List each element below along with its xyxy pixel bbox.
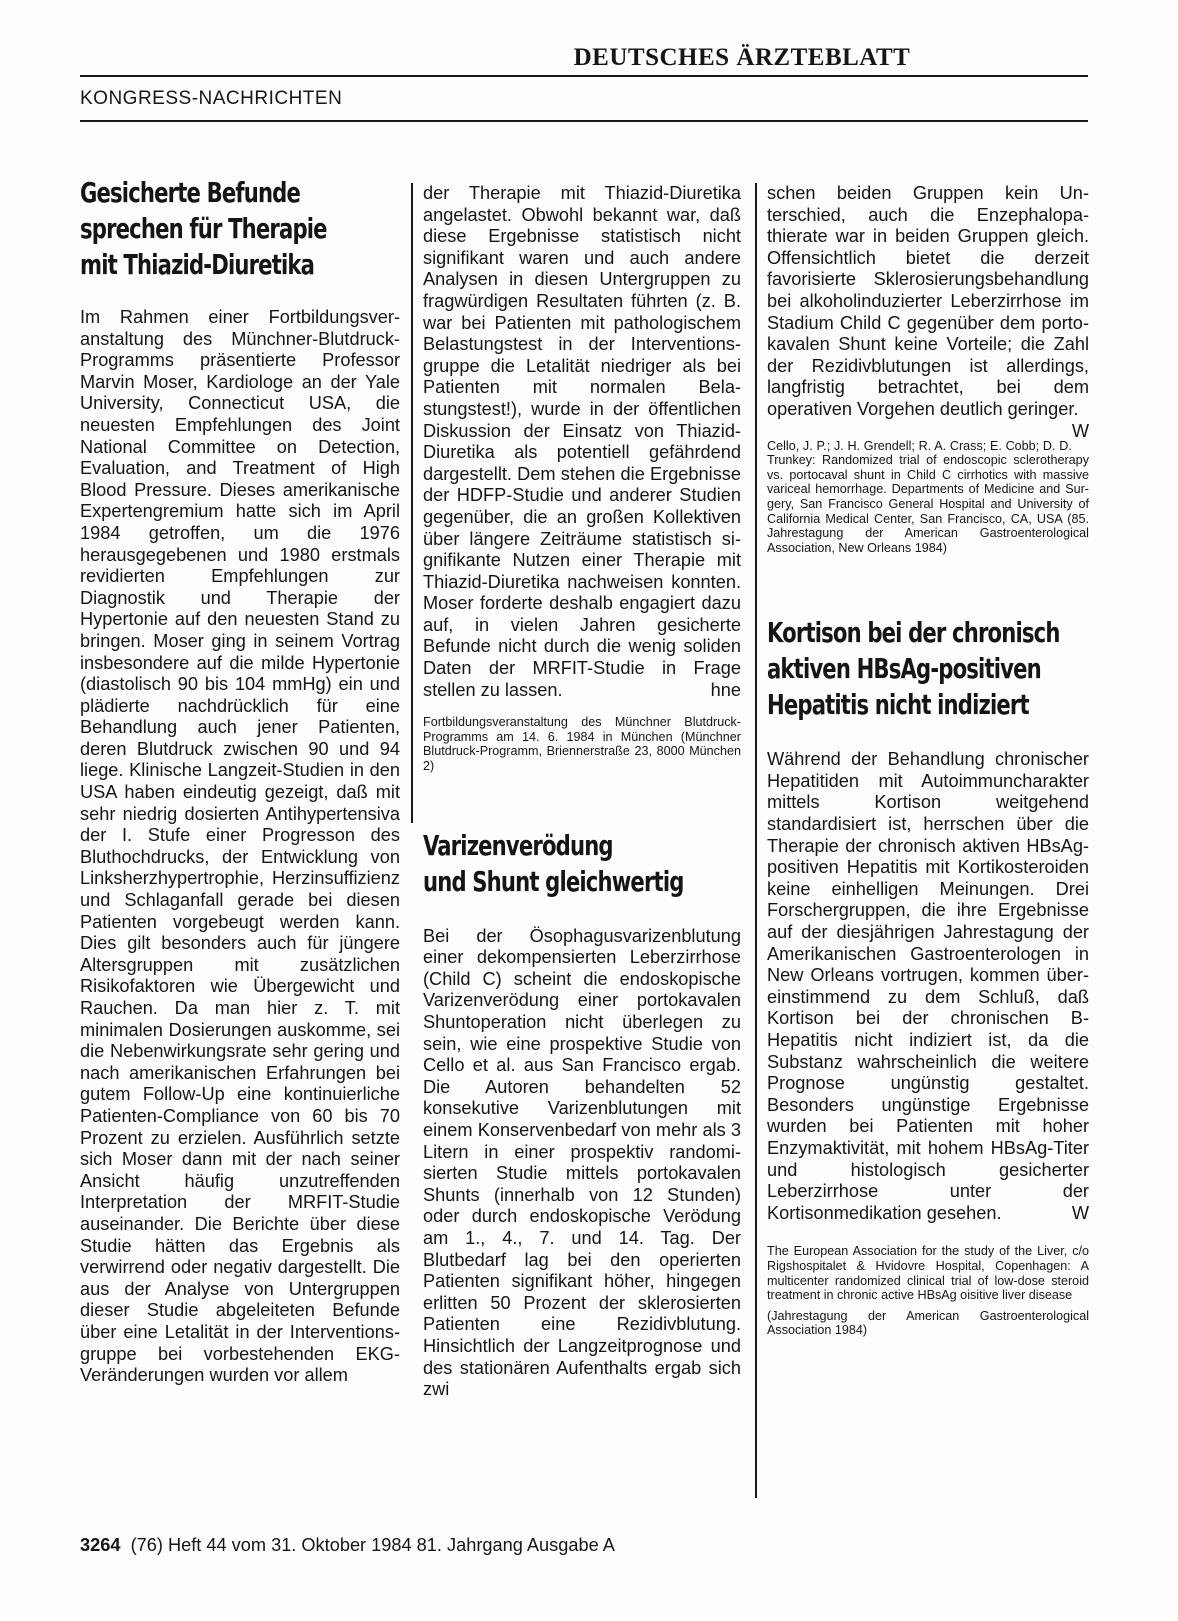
article2-title-line: und Shunt gleichwertig (423, 864, 684, 898)
column-divider-1 (411, 183, 413, 823)
article2-title-line: Varizenverödung (423, 828, 613, 862)
article2-signature: W (1071, 420, 1089, 441)
article1-source: Fortbildungsveranstaltung des Münchner Blutdruck-Programms am 14. 6. 1984 in München (Münchner Blutdruck-Programm, Briennerstraße 23, 8000 München 2) (423, 715, 741, 774)
section-rule (80, 120, 1088, 122)
article3-source: The European Association for the study of the Liver, c/o Rigshospitalet & Hvidovre Hospital, Copenhagen: A multicenter randomized clinical trial of low-dose steroid treatment in chronic active HBsAg oisitive liver disease (767, 1244, 1089, 1303)
article1-body-part2 (423, 183, 741, 701)
page-footer (80, 1535, 615, 1556)
article1-body-part1: Im Rahmen einer Fortbildungsveranstaltung des Münchner-Blutdruck-Programms präsentierte Professor Marvin Moser, Kardiologe an der Yale University, Connecticut USA, die neuesten Empfehlungen des Joint National Committee on Detection, Evaluation, and Treatment of High Blood Pressure. Dieses amerikanische Expertengremium hatte sich im April 1984 getroffen, um die 1976 herausgegebenen und 1980 erstmals revidierten Empfehlungen zur Diagnostik und Therapie der Hypertonie auf den neuesten Stand zu bringen. Moser ging in seinem Vortrag insbesondere auf die milde Hypertonie (diastolisch 90 bis 104 mmHg) ein und plädierte nachdrücklich für eine Behandlung auch jener Patienten, deren Blutdruck zwischen 90 und 94 liege. Klinische Langzeit-Studien in den USA haben eindeutig gezeigt, daß mit sehr niedrig dosierten Antihypertensiva der I. Stufe einer Progresson des Bluthochdrucks, der Entwicklung von Linksherzhypertrophie, Herzinsuffizienz und Schlaganfall gerade bei diesen Patienten vorgebeugt werden kann. Dies gilt besonders auch für jüngere Altersgruppen mit zusätzlichen Risikofaktoren wie Übergewicht und Rauchen. Da man hier z. T. mit minimalen Dosierungen auskomme, sei die Nebenwirkungsrate sehr gering und nach amerikanischen Erfahrungen bei gutem Follow-Up eine kontinuierliche Patienten-Compliance von 60 bis 70 Prozent zu erzielen. Ausführlich setzte sich Moser dann mit der nach seiner Ansicht häufig unzutreffenden Interpretation der MRFIT-Studie auseinander. Die Berichte über diese Studie hätten das Ergebnis als verwirrend oder negativ dargestellt. Die aus der Analyse von Untergruppen dieser Studie abgeleiteten Befunde über eine Letalität in der Interventionsgruppe bei vorbestehenden EKG-Veränderungen wurden vor allem (80, 307, 400, 1386)
article3-title (767, 615, 1089, 723)
column-divider-2 (755, 183, 757, 1498)
article3-source-2: (Jahrestagung der American Gastroenterological Association 1984) (767, 1308, 1089, 1338)
article3-title-line: aktiven HBsAg-positiven (767, 652, 1041, 686)
column-3 (767, 183, 1089, 1338)
article1-title-line: mit Thiazid-Diuretika (80, 248, 315, 281)
article3-body (767, 749, 1089, 1224)
column-1 (80, 178, 400, 1387)
masthead: DEUTSCHES ÄRZTEBLATT (573, 44, 911, 71)
top-rule (80, 75, 1088, 77)
article3-title-line: Kortison bei der chronisch (767, 616, 1060, 650)
article3-title-line: Hepatitis nicht indiziert (767, 688, 1029, 722)
page-number: 3264 (80, 1535, 121, 1555)
issue-info: (76) Heft 44 vom 31. Oktober 1984 81. Jahrgang Ausgabe A (130, 1535, 615, 1555)
article3-body-text: Während der Behandlung chronischer Hepatitiden mit Autoimmuncharakter mittels Kortison weitgehend standardisiert ist, herrschen über die Therapie der chronisch aktiven HBsAg-positiven Hepatitis mit Kortikosteroiden keine einhelligen Meinungen. Drei Forschergruppen, die ihre Ergebnisse auf der diesjährigen Jahrestagung der Amerikanischen Gastroenterologen in New Orleans vortrugen, kommen übereinstimmend zu dem Schluß, daß Kortison bei der chronischen B-Hepatitis nicht indiziert ist, da die Substanz wahrscheinlich die weitere Prognose ungünstig gestaltet. Besonders ungünstige Ergebnisse wurden bei Patienten mit hoher Enzymaktivität, mit hohem HBsAg-Titer und histologisch gesicherter Leberzirrhose unter der Kortisonmedikation gesehen. (767, 749, 1089, 1223)
article1-signature: hne (710, 679, 741, 700)
article2-body-part2 (767, 183, 1089, 441)
article1-body-text: der Therapie mit Thiazid-Diuretika angelastet. Obwohl bekannt war, daß diese Ergebnisse statistisch nicht signifikant waren und auch andere Analysen in diesen Untergruppen zu fragwürdigen Resultaten führten (z. B. war bei Patienten mit pathologischem Belastungstest in der Interventionsgruppe die Letalität niedriger als bei Patienten mit normalen Belastungstest!), wurde in der öffentlichen Diskussion der Einsatz von Thiazid-Diuretika als potentiell gefährdend dargestellt. Dem stehen die Ergebnisse der HDFP-Studie und anderer Studien gegenüber, die an großen Kollektiven über längere Zeiträume statistisch signifikante Nutzen einer Therapie mit Thiazid-Diuretika nachweisen konnten. Moser forderte deshalb engagiert dazu auf, in vielen Jahren gesicherte Befunde nicht durch die wenig soliden Daten der MRFIT-Studie in Frage stellen zu lassen. (423, 183, 741, 700)
article1-title-line: Gesicherte Befunde (80, 176, 301, 209)
article1-title (80, 175, 400, 283)
article2-body-part1: Bei der Ösophagusvarizenblutung einer dekompensierten Leberzirrhose (Child C) scheint die endoskopische Varizenverödung einer portokavalen Shuntoperation nicht überlegen zu sein, wie eine prospektive Studie von Cello et al. aus San Francisco ergab. Die Autoren behandelten 52 konsekutive Varizenblutungen mit einem Konservenbedarf von mehr als 3 Litern in einer prospektiv randomisierten Studie mittels portokavalen Shunts (innerhalb von 12 Stunden) oder durch endoskopische Verödung am 1., 4., 7. und 14. Tag. Der Blutbedarf lag bei den operierten Patienten signifikant höher, hingegen erlitten 50 Prozent der sklerosierten Patienten eine Rezidivblutung. Hinsichtlich der Langzeitprognose und des stationären Aufenthalts ergab sich zwi (423, 925, 741, 1400)
section-label: KONGRESS-NACHRICHTEN (80, 88, 343, 109)
article2-body-text: schen beiden Gruppen kein Unterschied, auch die Enzephalopathierate war in beiden Gruppen gleich. Offensichtlich bietet die derzeit favorisierte Sklerosierungsbehandlung bei alkoholinduzierter Leberzirrhose im Stadium Child C gegenüber dem portokavalen Shunt keine Vorteile; die Zahl der Rezidivblutungen ist allerdings, langfristig betrachtet, bei dem operativen Vorgehen deutlich geringer. (767, 183, 1089, 419)
article3-signature: W (1071, 1202, 1089, 1223)
article2-source: Cello, J. P.; J. H. Grendell; R. A. Crass; E. Cobb; D. D. Trunkey: Randomized trial of endoscopic sclerotherapy vs. portocaval shunt in Child C cirrhotics with massive variceal hemorrhage. Departments of Medicine and Surgery, San Francisco General Hospital and University of California Medical Center, San Francisco, CA, USA (85. Jahrestagung der American Gastroenterological Association, New Orleans 1984) (767, 438, 1089, 555)
article1-title-line: sprechen für Therapie (80, 212, 327, 245)
article2-title (423, 828, 741, 900)
column-2 (423, 183, 741, 1401)
